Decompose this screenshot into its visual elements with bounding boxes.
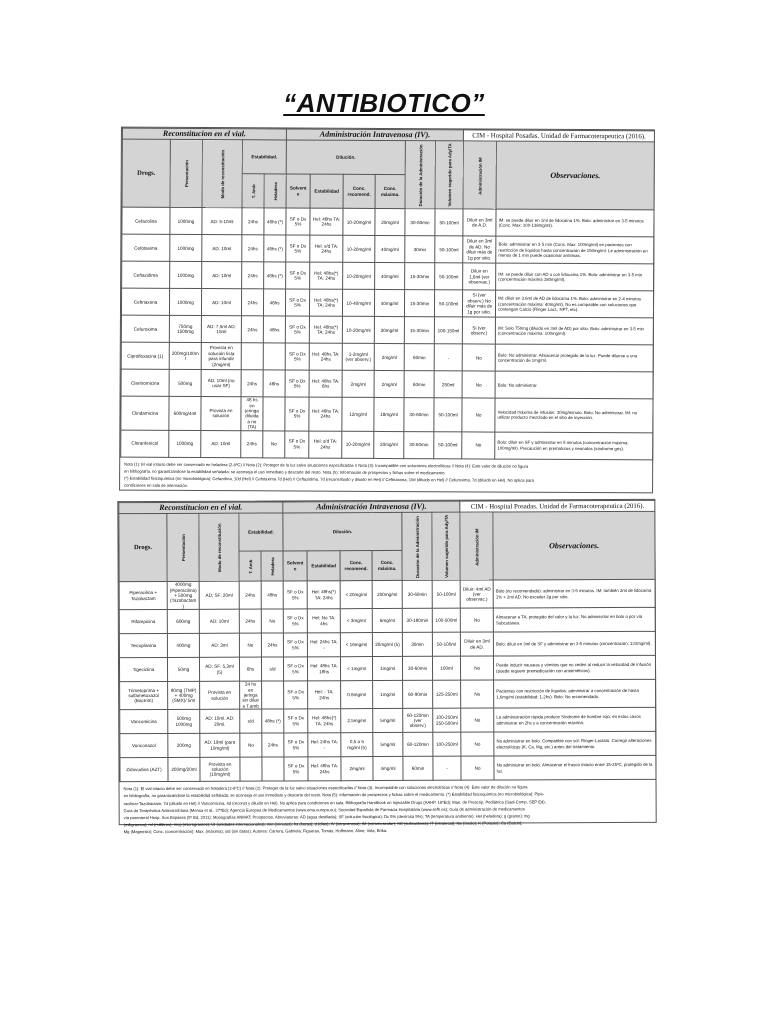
reconst-mode-cell: Provista en solución [201,397,241,431]
im-cell: No [461,656,494,680]
duration-cell: 15-30min [405,263,435,290]
fridge-cell [263,397,285,431]
reconst-mode-cell: AD: 10ml. AD: 20ml. [200,709,240,733]
presentation-cell: 50mg [167,658,199,682]
reconst-mode-cell: AD; SF: 5,3ml (5) [199,657,239,681]
fridge-cell: 48hs (*) [262,709,284,733]
ta-cell: 24hs [239,581,261,609]
duration-cell: 30-60min [404,398,434,432]
reconstitution-header: Reconstitucion en el vial. [122,128,286,140]
volume-cell: 250ml [434,371,462,398]
conc-max-cell: 18mg/ml [374,398,404,432]
reconst-mode-cell: AD: 5-10ml [202,208,242,235]
conc-rec-cell: < 1mg/ml [341,657,373,681]
observations-cell: La administración rápida produce Síndrome de hombre rojo; en estos casos administrar en 2hs y a concentración máxima. [494,708,656,733]
antibiotic-table-sheet-1 [119,127,655,494]
reconst-mode-cell: Provista en solución [200,681,240,709]
conc-rec-cell: 10-20mg/ml [343,262,375,289]
solvent-cell: SF o Dx 5% [286,235,310,262]
volume-cell: 100-500ml [432,608,460,632]
conc-max-cell: 30mg/ml [374,317,404,344]
table-row [121,288,653,318]
stability-cell: Hel: 48hs(*) TA: 24hs [310,262,343,289]
volume-cell: 100-250ml 250-500ml [433,708,461,732]
presentation-cell: 200mg/100ml [169,343,201,370]
conc-rec-cell: < 3mg/ml [340,609,372,633]
solvent-cell: SF o Dx 5% [285,370,309,397]
duration-cell: 30min [402,633,432,657]
stab-header: Estabilidad [310,174,343,208]
reconst-mode-cell: AD: 7,5ml AD: 15ml [201,316,241,343]
presentation-cell: 1000mg [169,430,201,457]
reconst-mode-cell: AD: 10ml [199,609,239,633]
solvent-cell: SF o Dx 5% [284,709,308,733]
ta-cell: 24hs [241,430,263,457]
solvent-header: Solvente [283,551,307,581]
administration-header: Administración Intravenosa (IV). [283,501,460,513]
reconst-mode-cell: AD: 10ml (no usar SF) [201,370,241,397]
stability-header: Estabilidad. [239,513,283,551]
drug-name: Clindamicina [121,396,169,430]
table-row [122,207,654,237]
volume-cell: 50-100ml [432,580,460,608]
reconstitution-header: Reconstitucion en el vial. [119,502,283,514]
conc-rec-cell: 10-40mg/ml [343,289,375,316]
ta-header: T. Amb [239,551,261,581]
table-row [121,430,653,460]
conc-rec-cell: 0,5 a 5 mg/ml (5) [341,733,373,757]
fridge-cell [262,757,284,781]
ta-cell: 24hs [241,316,263,343]
conc-rec-cell: 2mg/ml [342,370,374,397]
reconst-mode-cell: AD: 10ml [202,235,242,262]
volume-cell: 50-100ml [435,209,463,236]
stability-cell: Hel: 48hs(*) TA: 24hs [307,581,340,609]
volume-cell: 100-250ml [433,732,461,756]
im-cell: Si (ver observ.) No diluir más de 1g por sitio. [463,290,496,317]
ta-cell: No [239,633,261,657]
administration-header: Administración Intravenosa (IV). [286,129,463,141]
reconst-mode-header: Modo de reconstitución [199,513,239,581]
conc-max-cell: 1mg/ml [373,681,403,709]
duration-cell: 60-120min (ver observ.) [403,709,433,733]
conc-max-cell: 1mg/ml [373,657,403,681]
conc-max-cell: 6mg/ml [372,609,402,633]
solvent-cell: SF o Dx 5% [284,657,308,681]
duration-cell: 15-30min [405,290,435,317]
volume-header: Volumen sugerido para Ady/TA [432,512,460,580]
duration-cell: 30-60min [405,209,435,236]
reconst-mode-cell: AD: 10ml [201,430,241,457]
stability-cell: Hel: 24hs TA: - [308,733,341,757]
fridge-header: Heladera [261,551,283,581]
ta-cell: 24hs [241,289,263,316]
ta-header: T. Amb [242,174,264,208]
drugs-header: Drogs. [122,139,170,207]
table-row [121,396,653,432]
conc-rec-cell: < 20mg/ml [340,581,372,609]
table-row [122,234,654,264]
drug-name: Voriconazol [120,734,168,758]
conc-max-cell: 4mg/ml [373,757,403,781]
ta-cell [241,343,263,370]
volume-cell: 50-100ml [434,398,462,432]
volume-cell: - [434,344,462,371]
stability-cell: Hel: s/d TA: 24hs [309,431,342,458]
solvent-cell: SF o Dx 5% [286,208,310,235]
dilution-header: Dilución. [286,140,405,175]
observations-cell: Almacenar a TA, protegido del calor y la luz. No administrar en bolo o por vía Subcutánea. [493,608,655,633]
drug-name: Ceftriaxona [121,288,169,315]
ta-cell: s/d [240,709,262,733]
observations-cell: Bolo: administrar en 3-5 min (Conc. Max: 100mg/ml) en pacientes con restricción de líquidos hasta concentración de 150mg/ml. Le administración en menos de 1 min puede ocasionar arritmias. [496,236,654,264]
solvent-cell: SF o Dx 5% [284,681,308,709]
footnote-line: (miligramos); ml (mililitros); mcg (microgramos); UI (unidades internacionales); min (minutos); hs (horas); d (días); IV (intravenosa); IM (intramuscular); SC (subcutánea); IT (intratecal); Na (Sodio); K (Potasio); Ca (Calcio); [123,820,523,828]
volume-cell: 50-100ml [432,632,460,656]
conc-max-header: Conc. máxima. [375,175,405,209]
im-cell: No [460,608,493,632]
drug-name: Ciprofloxacina (1) [121,342,169,369]
conc-rec-cell: 10-20mg/ml [342,431,374,458]
im-cell: Si (ver observ.) [462,317,495,344]
table-row [121,342,653,372]
reconst-mode-cell: AD; SF: 20ml [199,581,239,609]
ta-cell: 24hs [242,235,264,262]
footnote-line: Guía de Terapéutica Antimicrobiana (Mensa et al., 27ºEd); Agencia Europea de Medicamentos (www.ema.europa.eu); Sociedad Española de Farmacia Hospitalaria (www.sefh.es); Guía de administración de medicamentos [123,806,525,814]
solvent-cell: SF o Dx 5% [284,733,308,757]
reconst-mode-cell: AD: 10ml [201,289,241,316]
footnote-line: racilina+Tazobactam, 7d (diluido en Hel) // Vancomicina, 4d (reconst y diluido en Hel). No aplica para condiciones en sala. Bibliografía Handbook on Injectable Drugs (AAHP, 18ºEd); Man. de Prescrip. Pediátrica (Sael-Comp, SEP Ed); [123,798,546,806]
ta-cell [240,757,262,781]
solvent-header: Solvente [286,174,310,208]
duration-cell: 60-90min [403,681,433,709]
solvent-cell: SF o Dx 5% [283,581,307,609]
fridge-cell: No [263,430,285,457]
conc-max-cell: 20mg/ml [374,431,404,458]
drug-name: Ceftazidima [122,261,170,288]
stability-cell: Hel: 48hs TA: 24hs [310,208,343,235]
solvent-cell: SF o Dx 5% [286,289,310,316]
drug-name: Trimetoprima + sulfametoxazol (Bactrim) [120,682,168,710]
solvent-cell: SF o Dx 5% [285,343,309,370]
conc-rec-cell: 12mg/ml [342,397,374,431]
im-cell: No [461,708,494,732]
table-row [121,315,653,345]
table-body [121,207,654,459]
table-row [119,656,655,682]
reconst-mode-cell: AD: 10ml [202,262,242,289]
conc-rec-cell: 2,5mg/ml [341,709,373,733]
solvent-cell: SF o Dx 5% [283,609,307,633]
route-header: Administración IM [460,512,493,580]
fridge-cell: 24hs [262,733,284,757]
conc-rec-header: Conc. recomend. [340,551,372,581]
table-row [119,608,655,634]
cim-header: CIM - Hospital Posadas. Unidad de Farmacoterapeutica (2016). [460,500,655,512]
presentation-cell: 200mg/20ml [168,758,200,782]
conc-max-cell: 40mg/ml [375,263,405,290]
presentation-cell: 500mg [169,370,201,397]
observations-cell: Bolo: No administrar. [495,371,653,399]
im-cell: No [462,432,495,459]
ta-cell: 24hs [239,609,261,633]
footnote-line: vía parenteral Hosp. Son Espases (5º Ed, 2011); Monografías ANMAT; Prospectos. Abreviaturas: AD (agua destilada); SF (solución fisiológica); Dx 5% (dextrosa 5%); TA (temperatura ambiente); Hel (heladera); g (gramo); mg [123,813,530,821]
im-cell: Diluir en 3ml de A.D. [463,209,496,236]
fridge-cell: 48hs (*) [264,235,286,262]
ta-cell: 48 hs en jeringa diluida a no (TA) [241,397,263,431]
duration-cell: 60min [403,757,433,781]
reconst-mode-cell: AD: 19ml (para 10mg/ml) [200,733,240,757]
table-row [119,632,655,658]
presentation-header: Presentación [170,139,202,207]
cim-header: CIM - Hospital Posadas. Unidad de Farmacoterapeutica (2016). [464,130,655,142]
antibiotic-table [118,500,656,783]
solvent-cell: SF o Dx 5% [285,431,309,458]
presentation-cell: 4000mg (Piperacilina) + 500mg (Tazobactam) [167,582,199,610]
footnote-line: Nota (1): El vial intacto debe ser conservado en heladera (2-8ºC) // Nota (2): Proteger de la luz salvo situaciones especificadas // Nota (3): Incompatible con soluciones electrolíticas // Nota (4): Este valor de dilución no figura [123,784,528,792]
fridge-cell: 48hs [263,316,285,343]
observations-cell: Bolo: No administrar. Almacenar protegido de la luz. Puede diluirse a una concentración de 1mg/ml. [495,344,653,372]
ta-cell: 24hs [242,208,264,235]
observations-cell: Velocidad máxima de infusión: 30mg/minuto. Bolo: No administrar. IM: no utilizar producto mezclado en el sitio de inyección. [495,398,653,432]
volume-cell: 100-150ml [434,317,462,344]
stability-cell: Hel: 48hs TA: 18hs [308,657,341,681]
im-cell: Diluir: 4ml AD (ver observac.) [460,580,493,608]
conc-rec-cell: 1-2mg/ml (ver observ.) [342,343,374,370]
route-header: Administración IM [463,141,496,209]
conc-rec-cell: < 16mg/ml [340,633,372,657]
fridge-cell: No [261,609,283,633]
conc-rec-cell: 10-20mg/ml [343,208,375,235]
volume-cell: 50-100ml [435,263,463,290]
fridge-cell: 48hs [263,289,285,316]
duration-cell: 60-120min [403,733,433,757]
footnote-line: en bibliografía, no garantizándose la estabilidad señalada; se aconseja el uso inmediato y descarte del resto. Nota (5): Información de prospectos y fichas sobre el medicamento. [124,468,446,476]
fridge-cell: 48hs [261,581,283,609]
stability-cell: Hel: 48hs TA: 24hs [309,343,342,370]
presentation-header: Presentación [167,513,199,581]
stability-cell: Hel: 48hs TA: 6hs [309,370,342,397]
stability-cell: Hel: No TA: 4hs [307,609,340,633]
drug-name: Rifampicina [119,610,167,634]
observations-cell: IM: Solo 750mg (diluido en 3ml de AD) por sitio. Bolo: administrar en 3-5 min (concentración máxima: 100mg/ml). [495,317,653,345]
duration-cell: 30-60min [404,431,434,458]
reconst-mode-cell: Provista en solución lista para infundir (2mg/ml) [201,343,241,370]
duration-cell: 30min [405,236,435,263]
footnotes [120,780,656,839]
conc-max-cell: 5mg/ml [373,709,403,733]
presentation-cell: 400mg [167,634,199,658]
footnote-line: condiciones en sala de internación. [124,482,189,489]
table-row [122,261,654,291]
footnote-line: Nota (1): El vial intacto debe ser conservado en heladera (2-8ºC) // Nota (2): Proteger de la luz salvo situaciones especificadas // Nota (3): Incompatible con soluciones electrolíticas // Nota (4): Este valor de dilución no figura [124,461,529,469]
stability-cell: Hel: 48hs TA: 24hs [308,757,341,781]
antibiotic-table-sheet-2 [117,499,656,835]
solvent-cell: SF o Dx 5% [283,633,307,657]
ta-cell: 24hs [242,262,264,289]
presentation-cell: 750mg 1500mg [169,316,201,343]
conc-rec-cell: 10-20mg/ml [342,316,374,343]
table-row [120,708,656,734]
reconst-mode-cell: AD: 3ml [199,633,239,657]
drug-name: Zidovudina (AZT) [120,758,168,782]
drug-name: Cefuroxima [121,315,169,342]
im-cell: Diluir en 3ml de AD. [460,632,493,656]
presentation-cell: 1000mg [170,262,202,289]
conc-max-cell: 40mg/ml [375,236,405,263]
observations-cell: IM: se puede diluir en 1ml de lidocaína 1%. Bolo: administrar en 3-5 minutos (Conc. Max: 100-138mg/ml). [496,209,654,237]
table-row [119,580,655,610]
observations-cell: No administrar en bolo. Almacenar el frasco intacto entre 15-25ºC, protegido de la luz. [494,756,656,781]
conc-rec-cell: 10-20mg/ml [343,235,375,262]
im-cell: No [461,680,494,708]
drug-name: Cefotaxima [122,234,170,261]
conc-max-cell: 5mg/ml [373,733,403,757]
duration-cell: 60min [404,344,434,371]
stability-cell: Hel: 24hs TA: - [307,633,340,657]
im-cell: No [461,756,494,780]
observations-cell: Bolo: diluir en 3ml de SF y administrar en 3-5 minutos (concentración: 133mg/ml). [493,632,655,657]
drug-name: Piperacilina + Tazobactam [119,582,167,610]
presentation-cell: 1000mg [170,235,202,262]
duration-cell: 30-60min [402,581,432,609]
stab-header: Estabilidad [307,551,340,581]
drug-name: Teicoplanina [119,634,167,658]
im-cell: No [462,371,495,398]
ta-cell: 24 hs en jeringa sin diluir a T.amb [240,681,262,709]
observations-cell: No administrar en bolo. Compatible con sol. Ringer-Lactato. Corregir alteraciones electrolíticas (K, Ca, Mg, etc.) antes del tratamiento. [494,732,656,757]
solvent-cell: SF o Dx 5% [284,757,308,781]
table-body [119,580,656,782]
solvent-cell: SF o Dx 5% [286,262,310,289]
duration-header: Duración de la Administración [402,512,432,580]
ta-cell: No [240,733,262,757]
reconst-mode-cell: Provista en solución (10mg/ml) [200,757,240,781]
table-row [121,369,653,399]
presentation-cell: 600mg/4ml [169,397,201,431]
im-cell: Diluir en 3ml de AD. No diluir más de 1g por sitio. [463,236,496,263]
table-row [120,756,656,782]
duration-header: Duración de la Administración [405,141,435,209]
solvent-cell: SF o Dx 5% [285,397,309,431]
im-cell: No [462,398,495,432]
volume-cell: 125-250ml [433,680,461,708]
reconst-mode-header: Modo de reconstitución [202,140,242,208]
volume-cell: 50-100ml [434,431,462,458]
conc-max-cell: 200mg/ml [372,581,402,609]
observations-cell: Bolo (no recomendado): administrar en 3-5 minutos. IM: también 2ml de lidocaína 1% + 2ml AD. No exceder 2g por sitio. [493,580,655,609]
im-cell: No [462,344,495,371]
drug-name: Tigeciclina [119,658,167,682]
duration-cell: 30-60min [403,657,433,681]
conc-max-cell: 2mg/ml [374,344,404,371]
presentation-cell: 500mg 1000mg [168,710,200,734]
im-cell: Diluir en 1,6ml (ver observac.) [463,263,496,290]
table-row [120,680,656,710]
observations-cell: Puede inducir nauseas y vómitos que no ceden al reducir la velocidad de infusión (puede requerir premedicación con antieméticos). [494,656,656,681]
conc-max-cell: 20mg/ml (5) [372,633,402,657]
conc-max-cell: 20mg/ml [375,209,405,236]
antibiotic-table [120,128,655,460]
drug-name: Cefazolina [122,207,170,234]
drug-name: Cloranfenicol [121,430,169,457]
presentation-cell: 600mg [167,610,199,634]
volume-cell: 100ml [433,656,461,680]
stability-cell: Hel: 48hs(*) TA: 24hs [309,316,342,343]
stability-cell: Hel: 48hs TA: 24hs [309,397,342,431]
presentation-cell: 80mg (TMP) + 400mg (SMX)/ 5ml [168,682,200,710]
conc-rec-cell: 0,6mg/ml [341,681,373,709]
duration-cell: 15-30min [404,317,434,344]
stability-cell: Hel: 48hs(*) TA: 24hs [308,709,341,733]
conc-max-cell: 2mg/ml [374,371,404,398]
ta-cell: 6hs [239,657,261,681]
drugs-header: Drogs. [119,513,167,581]
observations-cell: IM: se puede diluir con AD o con lidocaína 1%. Bolo: administrar en 3-5 min (concentración máxima 180mg/ml). [496,263,654,291]
footnote-line: Mg (Magnesio); Conc. (concentración); Max. (máxima); s/d (sin datos). Autores: Carrera, Gabriela; Figueras, Tomás; Hoffmann, Aline; Vela, Erika. [123,828,388,835]
page-title: “ANTIBIOTICO” [283,88,485,118]
observations-header: Observaciones. [496,141,654,210]
fridge-cell: s/d [261,657,283,681]
volume-cell: - [433,756,461,780]
fridge-header: Heladera [264,174,286,208]
dilution-header: Dilución. [283,512,402,551]
volume-cell: 50-100ml [435,290,463,317]
presentation-cell: 200mg [168,734,200,758]
footnote-line: (*) Estabilidad fisicoquímica (no microbiológica): Cefazolina, 10d (Hel) // Cefotaxima 7d (Hel) // Ceftazidima, 7d (reconstituido y diluido en Hel) // Ceftriaxona, 10d (diluido en Hel) // Cefuroxima, 7d (diluido en Hel). No aplica para [124,475,534,483]
fridge-cell: 48hs (*) [264,262,286,289]
footnotes [120,457,652,495]
presentation-cell: 1000mg [169,289,201,316]
ta-cell: 24hs [241,370,263,397]
fridge-cell: 48hs [263,370,285,397]
table-row [120,732,656,758]
duration-cell: 30-180min [402,609,432,633]
volume-header: Volumen sugerido para Ady/TA [435,141,463,209]
im-cell: No [461,732,494,756]
footnote-line: en bibliografía, no garantizándose la estabilidad señalada; se aconseja el uso inmediato y descarte del resto. Nota (5): Información de prospectos y fichas sobre el medicamento. (*) Estabilidad fisicoquímica (no microbiológica): Pipe- [123,791,545,799]
stability-cell: Hel: 48hs(*) TA: 24hs [310,289,343,316]
drug-name: Claritromicina [121,369,169,396]
solvent-cell: SF o Dx 5% [285,316,309,343]
stability-cell: Hel: s/d TA: 24hs [310,235,343,262]
conc-max-cell: 40mg/ml [375,290,405,317]
fridge-cell: 48hs (*) [264,208,286,235]
fridge-cell [262,681,284,709]
observations-cell: Bolo: diluir en SF y administrar en 5 minutos (concentración máxima: 100mg/ml). Precaución en prematuros y neonatos (síndrome gris). [495,432,653,460]
stability-header: Estabilidad. [242,140,286,174]
duration-cell: 60min [404,371,434,398]
observations-cell: IM: diluir en 3,6ml de AD de lidocaína 1%. Bolo: administrar en 2-4 minutos (concentración máxima: 40mg/ml). No es compatible con soluciones que contengan Calcio (Ringer Lact., NPT, etc). [496,290,654,318]
volume-cell: 50-100ml [435,236,463,263]
conc-max-header: Conc. máxima. [372,551,402,581]
conc-rec-cell: 2mg/ml [341,757,373,781]
fridge-cell: 24hs [261,633,283,657]
observations-header: Observaciones. [493,511,655,580]
presentation-cell: 1000mg [170,208,202,235]
drug-name: Vancomicina [120,710,168,734]
fridge-cell [263,343,285,370]
observations-cell: Pacientes con restricción de líquidos: administrar a concentración de hasta 1,6mg/ml (estabilidad: 1-2hs). Bolo: No recomendado. [494,680,656,709]
conc-rec-header: Conc. recomend. [343,174,375,208]
stability-cell: Hel: - TA: 24hs [308,681,341,709]
